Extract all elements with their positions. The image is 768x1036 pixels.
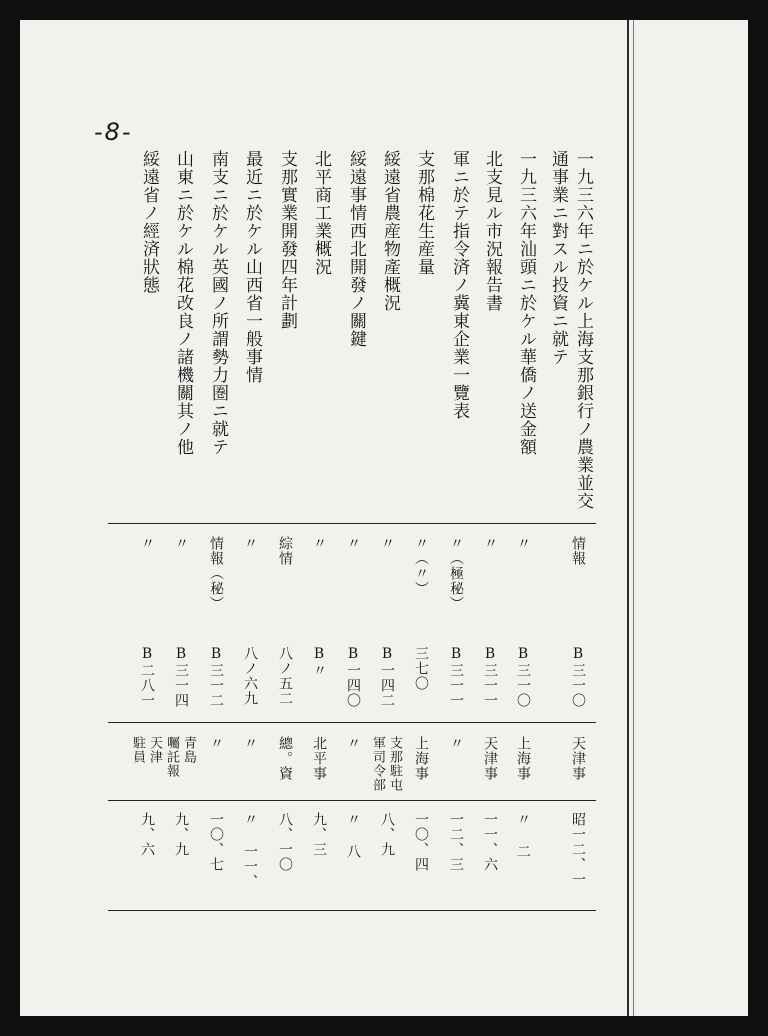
row-number: B二八一 (139, 646, 155, 708)
row-source: 青島 (181, 736, 196, 764)
row-source: 天津事 (482, 736, 498, 781)
page-number: -8- (94, 118, 133, 146)
row-category: 〃 (311, 536, 327, 551)
row-number: B三一〇 (570, 646, 586, 708)
row-title: 北平商工業概況 (311, 150, 331, 276)
row-source: 上海事 (413, 736, 429, 781)
row-title: 一九三六年ニ於ケル上海支那銀行ノ農業並交 (573, 150, 593, 510)
row-number: B三一四 (173, 646, 189, 708)
row-date: 〃 一一、 (242, 812, 258, 889)
row-number: B三一二 (208, 646, 224, 708)
row-number: 八ノ五二 (277, 646, 293, 706)
row-number: B一四〇 (345, 646, 361, 708)
row-number: 八ノ六九 (242, 646, 258, 706)
row-title: 山東ニ於ケル棉花改良ノ諸機關其ノ他 (173, 150, 193, 456)
row-source: 北平事 (311, 736, 327, 781)
rule-lower (108, 800, 596, 801)
row-title: 綏遠事情西北開發ノ關鍵 (346, 150, 366, 348)
row-category: 〃（極秘） (448, 536, 464, 611)
row-date: 九、三 (311, 812, 327, 857)
row-category: 綜情 (277, 536, 293, 566)
row-date: 八、一〇 (277, 812, 293, 872)
row-category: 〃 (482, 536, 498, 551)
row-title: 北支見ル市況報告書 (482, 150, 502, 312)
row-source: 〃 (208, 736, 224, 751)
row-date: 一〇、四 (413, 812, 429, 872)
row-source: 軍司令部 (370, 736, 385, 792)
row-source: 駐員 (130, 736, 145, 764)
row-date: 〃 八 (345, 812, 361, 859)
scan-border-bottom (0, 1016, 768, 1036)
row-date: 八、九 (379, 812, 395, 857)
row-date: 九、六 (139, 812, 155, 857)
row-number: B一四二 (379, 646, 395, 708)
row-number: B〃 (311, 646, 327, 678)
row-source: 〃 (242, 736, 258, 751)
row-source: 〃 (345, 736, 361, 751)
row-date: 〃 二 (515, 812, 531, 859)
row-title: 南支ニ於ケル英國ノ所謂勢力圏ニ就テ (208, 150, 228, 456)
rule-top (108, 523, 596, 524)
row-date: 一〇、七 (208, 812, 224, 872)
row-category: 情報 (570, 536, 586, 566)
row-category: 〃 (345, 536, 361, 551)
row-date: 一一、六 (482, 812, 498, 872)
row-date: 一二、三 (448, 812, 464, 872)
row-number: B三一一 (482, 646, 498, 708)
row-category: 情報（秘） (208, 536, 224, 611)
row-date: 昭一二、一 (570, 812, 586, 887)
row-title: 支那實業開發四年計劃 (277, 150, 297, 330)
row-category: 〃 (139, 536, 155, 551)
row-category: 〃 (242, 536, 258, 551)
row-source: 〃 (448, 736, 464, 751)
rule-mid (108, 722, 596, 723)
page-fold-shadow (633, 20, 634, 1016)
row-category: 〃 (173, 536, 189, 551)
row-source: 囑託報 (164, 736, 179, 778)
row-source: 上海事 (515, 736, 531, 781)
page-fold (627, 20, 629, 1016)
row-title: 綏遠省農産物產概況 (380, 150, 400, 312)
row-title: 綏遠省ノ經済狀態 (139, 150, 159, 294)
row-title: 支那棉花生産量 (414, 150, 434, 276)
row-title: 一九三六年汕頭ニ於ケル華僑ノ送金額 (516, 150, 536, 456)
row-source: 天津 (147, 736, 162, 764)
rule-bottom (108, 910, 596, 911)
row-category: 〃（〃） (413, 536, 429, 596)
row-number: B三一一 (448, 646, 464, 708)
row-source: 支那駐屯 (387, 736, 402, 792)
row-title: 通事業ニ對スル投資ニ就テ (548, 150, 568, 366)
row-source: 天津事 (570, 736, 586, 781)
row-title: 最近ニ於ケル山西省一般事情 (242, 150, 262, 384)
scan-border-right (748, 20, 768, 1016)
row-number: B三一〇 (515, 646, 531, 708)
row-category: 〃 (515, 536, 531, 551)
row-category: 〃 (379, 536, 395, 551)
row-source: 總。資 (277, 736, 293, 781)
row-title: 軍ニ於テ指令済ノ冀東企業一覽表 (449, 150, 469, 420)
row-number: 三七〇 (413, 646, 429, 691)
row-date: 九、九 (173, 812, 189, 857)
